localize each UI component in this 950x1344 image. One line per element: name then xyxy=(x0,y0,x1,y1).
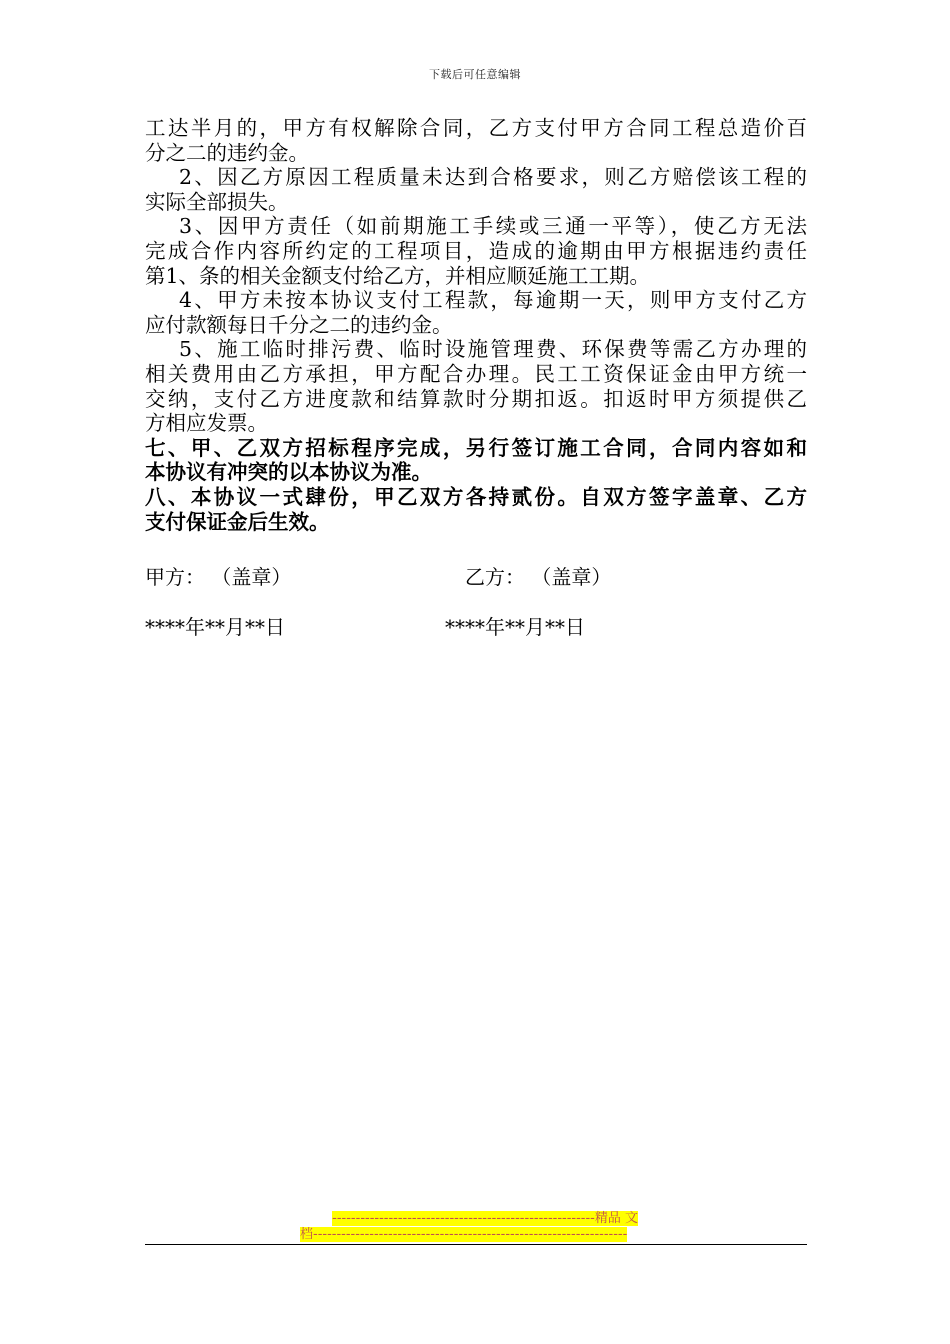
body-line: 实际全部损失。 xyxy=(145,189,289,214)
date-row xyxy=(145,615,585,639)
section-8-line: 八、本协议一式肆份，甲乙双方各持贰份。自双方签字盖章、乙方 xyxy=(145,484,807,509)
clause-3-line: 3、因甲方责任（如前期施工手续或三通一平等），使乙方无法 xyxy=(179,214,807,239)
clause-5-line: 5、施工临时排污费、临时设施管理费、环保费等需乙方办理的 xyxy=(179,337,807,362)
body-line: 工达半月的，甲方有权解除合同，乙方支付甲方合同工程总造价百 xyxy=(145,116,807,140)
footer-divider xyxy=(145,1244,807,1245)
footer-watermark xyxy=(300,1227,650,1243)
clause-2-line: 2、因乙方原因工程质量未达到合格要求，则乙方赔偿该工程的 xyxy=(179,165,807,190)
footer-watermark xyxy=(300,1211,650,1227)
body-line: 应付款额每日千分之二的违约金。 xyxy=(145,312,453,337)
body-line: 方相应发票。 xyxy=(145,411,268,436)
page-header-note: 下载后可任意编辑 xyxy=(429,68,521,81)
party-b-date: ****年**月**日 xyxy=(445,615,585,639)
section-7-line: 本协议有冲突的以本协议为准。 xyxy=(145,460,432,485)
party-a-date: ****年**月**日 xyxy=(145,615,285,639)
party-a-seal: 甲方： （盖章） xyxy=(145,565,292,589)
body-line: 交纳，支付乙方进度款和结算款时分期扣返。扣返时甲方须提供乙 xyxy=(145,386,807,411)
body-line: 分之二的违约金。 xyxy=(145,140,309,165)
body-line: 相关费用由乙方承担，甲方配合办理。民工工资保证金由甲方统一 xyxy=(145,361,807,386)
footer-watermark-line-1: --------------------------------------------------------精品 文 xyxy=(332,1211,638,1226)
section-7-line: 七、甲、乙双方招标程序完成，另行签订施工合同，合同内容如和 xyxy=(145,435,807,460)
document-body xyxy=(145,116,807,534)
body-line: 第1、条的相关金额支付给乙方，并相应顺延施工工期。 xyxy=(145,263,651,288)
body-line: 完成合作内容所约定的工程项目，造成的逾期由甲方根据违约责任 xyxy=(145,238,807,263)
footer-watermark-line-2: 档------------------------------------------------------------------- xyxy=(300,1227,628,1242)
signature-row xyxy=(145,565,612,589)
clause-4-line: 4、甲方未按本协议支付工程款，每逾期一天，则甲方支付乙方 xyxy=(179,288,807,313)
section-8-line: 支付保证金后生效。 xyxy=(145,509,330,534)
party-b-seal: 乙方： （盖章） xyxy=(465,565,612,589)
